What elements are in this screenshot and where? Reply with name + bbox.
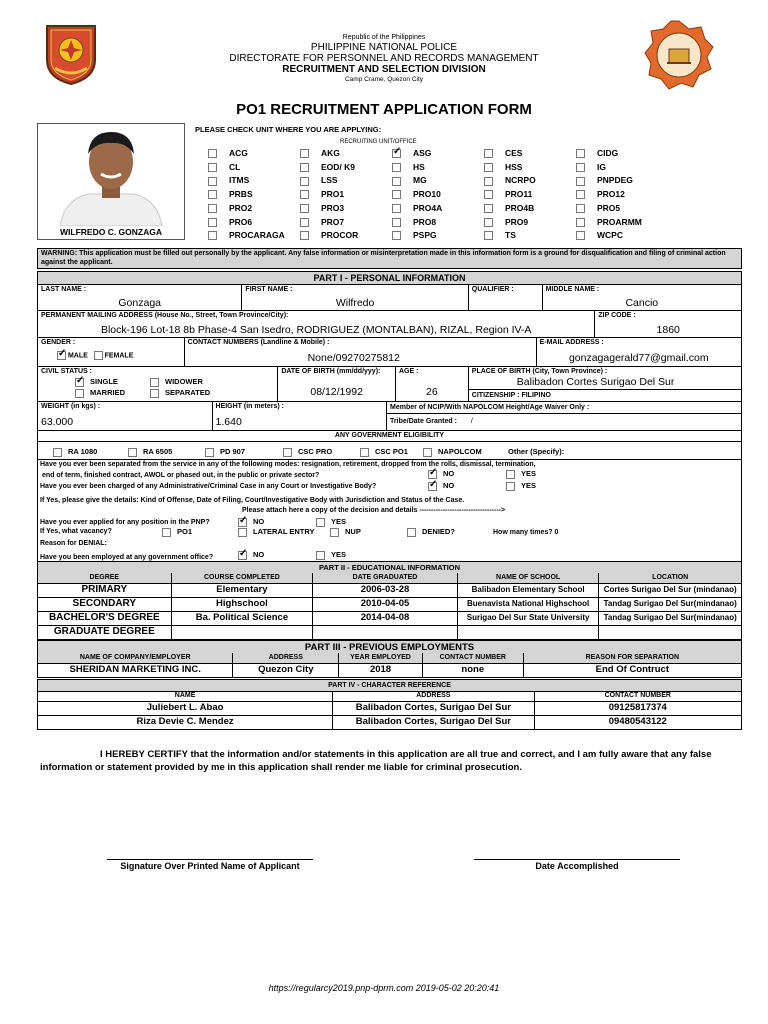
unit-checkbox[interactable] xyxy=(208,231,217,240)
unit-label: PRO8 xyxy=(413,216,437,227)
ra6505-checkbox[interactable] xyxy=(128,448,137,457)
education-cell: Tandag Surigao Del Sur(mindanao) xyxy=(603,613,737,622)
reference-cell: 09480543122 xyxy=(608,716,667,727)
education-cell: Tandag Surigao Del Sur(mindanao) xyxy=(603,599,737,608)
zip-value: 1860 xyxy=(656,324,680,336)
unit-option[interactable] xyxy=(300,175,338,185)
age-label: AGE : xyxy=(398,368,419,375)
date-label: Date Accomplished xyxy=(535,861,619,871)
photo-caption: WILFREDO C. GONZAGA xyxy=(60,227,162,237)
unit-checkbox[interactable] xyxy=(208,149,217,158)
unit-option[interactable] xyxy=(208,148,248,158)
education-cell: Buenavista National Highschool xyxy=(458,597,600,611)
citizenship-text: CITIZENSHIP : FILIPINO xyxy=(471,392,552,399)
tribe-value: / xyxy=(470,418,473,425)
unit-label: LSS xyxy=(321,175,338,186)
education-cell: Cortes Surigao Del Sur (mindanao) xyxy=(603,585,737,594)
q8-yes-label: YES xyxy=(331,550,347,559)
education-cell xyxy=(458,625,600,639)
unit-option[interactable] xyxy=(392,189,441,199)
education-cell xyxy=(172,625,314,639)
unit-option[interactable] xyxy=(392,230,437,240)
single-checkbox[interactable] xyxy=(75,378,84,387)
q5-yes-checkbox[interactable] xyxy=(316,518,325,527)
qualifier-label: QUALIFIER : xyxy=(471,286,514,293)
pd907-checkbox[interactable] xyxy=(205,448,214,457)
reference-row xyxy=(37,715,742,730)
q2-yes-label: YES xyxy=(521,481,537,490)
q1-yes-checkbox[interactable] xyxy=(506,470,515,479)
unit-option[interactable] xyxy=(300,189,344,199)
unit-label: WCPC xyxy=(597,230,623,241)
edu-col-degree: DEGREE xyxy=(38,573,172,583)
education-cell: 2006-03-28 xyxy=(313,583,458,597)
ncip-label: Member of NCIP/With NAPOLCOM Height/Age Waiver Only : xyxy=(387,401,741,414)
part3-title: PART III - PREVIOUS EMPLOYMENTS xyxy=(37,640,742,654)
times-value: 0 xyxy=(554,529,559,536)
unit-label: HSS xyxy=(505,161,523,172)
emp-contact: none xyxy=(423,663,524,677)
dprm-logo xyxy=(643,19,715,91)
email-value: gonzagagerald77@gmail.com xyxy=(568,352,709,364)
pob-label: PLACE OF BIRTH (City, Town Province) : xyxy=(471,368,608,375)
unit-checkbox[interactable] xyxy=(392,231,401,240)
unit-option[interactable] xyxy=(300,162,355,172)
unit-option[interactable] xyxy=(576,175,633,185)
female-checkbox[interactable] xyxy=(94,351,103,360)
unit-label: NCRPO xyxy=(505,175,536,186)
unit-option[interactable] xyxy=(208,189,253,199)
reference-row xyxy=(37,701,742,716)
zip-label: ZIP CODE : xyxy=(598,312,636,319)
unit-checkbox[interactable] xyxy=(300,163,309,172)
unit-option[interactable] xyxy=(576,230,623,240)
unit-label: IG xyxy=(597,161,606,172)
separated-label: SEPARATED xyxy=(165,388,211,397)
form-title: PO1 RECRUITMENT APPLICATION FORM xyxy=(236,101,532,118)
question-separated: Have you ever been separated from the service in any of the following modes: resignation, retirement, dropped from the rolls, dismissal, termination, xyxy=(40,461,536,468)
ra6505-label: RA 6505 xyxy=(143,447,173,456)
unit-option[interactable] xyxy=(300,148,340,158)
q1-no-label: NO xyxy=(443,469,455,478)
unit-checkbox[interactable] xyxy=(576,163,585,172)
unit-checkbox[interactable] xyxy=(392,163,401,172)
date-line xyxy=(474,859,680,860)
question-details: If Yes, please give the details: Kind of Offense, Date of Filing, Court/Investigative Body with Jurisdiction and Status of the Case. xyxy=(40,497,465,504)
unit-option[interactable] xyxy=(576,162,606,172)
unit-option[interactable] xyxy=(392,217,436,227)
unit-option[interactable] xyxy=(576,189,625,199)
unit-option[interactable] xyxy=(208,162,240,172)
middle-name-value: Cancio xyxy=(625,297,659,309)
footer-url: https://regularcy2019.pnp-dprm.com 2019-05-02 20:20:41 xyxy=(268,983,500,993)
unit-checkbox[interactable] xyxy=(392,190,401,199)
weight-value: 63.000 xyxy=(41,416,74,428)
emp-year: 2018 xyxy=(339,663,423,677)
ra1080-label: RA 1080 xyxy=(68,447,98,456)
unit-label: ITMS xyxy=(229,175,250,186)
q8-no-checkbox[interactable] xyxy=(238,551,247,560)
agency-address: Camp Crame, Quezon City xyxy=(344,76,424,83)
male-label: MALE xyxy=(67,352,88,360)
edu-col-school: NAME OF SCHOOL xyxy=(458,573,600,583)
pob-value: Balibadon Cortes Surigao Del Sur xyxy=(516,376,675,388)
reference-cell: Balibadon Cortes, Surigao Del Sur xyxy=(333,701,534,715)
unit-label: EOD/ K9 xyxy=(321,161,356,172)
unit-option[interactable] xyxy=(208,230,285,240)
question-attach: Please attach here a copy of the decision and details -----------------------------------> xyxy=(242,507,506,514)
unit-checkbox[interactable] xyxy=(392,218,401,227)
education-row xyxy=(37,583,742,598)
csc-pro-label: CSC PRO xyxy=(298,447,333,456)
unit-option[interactable] xyxy=(300,217,344,227)
employment-row xyxy=(37,663,742,678)
edu-col-course: COURSE COMPLETED xyxy=(172,573,314,583)
first-name-value: Wilfredo xyxy=(335,297,375,309)
unit-label: PRO2 xyxy=(229,202,253,213)
unit-checkbox[interactable] xyxy=(576,149,585,158)
question-govt-employed: Have you been employed at any government office? xyxy=(40,554,214,561)
gender-label: GENDER : xyxy=(41,339,76,346)
times-label: How many times? xyxy=(493,529,553,536)
applicant-photo xyxy=(37,123,185,240)
unit-checkbox[interactable] xyxy=(208,163,217,172)
emp-company: SHERIDAN MARKETING INC. xyxy=(38,663,233,677)
unit-grid xyxy=(208,148,668,244)
division-name: RECRUITMENT AND SELECTION DIVISION xyxy=(282,64,486,75)
unit-checkbox[interactable] xyxy=(300,149,309,158)
emp-reason: End Of Contruct xyxy=(595,664,669,675)
unit-label: PRBS xyxy=(229,189,253,200)
unit-instruction: PLEASE CHECK UNIT WHERE YOU ARE APPLYING: xyxy=(195,125,382,134)
civil-row xyxy=(37,366,742,402)
unit-option[interactable] xyxy=(392,148,431,158)
unit-option[interactable] xyxy=(208,175,249,185)
address-value: Block-196 Lot-18 8b Phase-4 San Isedro, RODRIGUEZ (MONTALBAN), RIZAL, Region IV-A xyxy=(100,324,532,336)
warning-box xyxy=(37,248,742,269)
ref-col-name: NAME xyxy=(38,691,333,701)
unit-label: HS xyxy=(413,161,425,172)
unit-label: PRO7 xyxy=(321,216,345,227)
unit-checkbox[interactable] xyxy=(484,204,493,213)
question-denial-reason: Reason for DENIAL: xyxy=(40,540,107,547)
lateral-entry-checkbox[interactable] xyxy=(238,528,247,537)
certification-text: I HEREBY CERTIFY that the information and/or statements in this application are all true and correct, and I am fully aware that any false information or statement provided by me in this application shall render me liable for criminal prosecution. xyxy=(40,749,712,773)
csc-pro-checkbox[interactable] xyxy=(283,448,292,457)
unit-option[interactable] xyxy=(484,189,532,199)
unit-option[interactable] xyxy=(576,217,642,227)
unit-label: PROCARAGA xyxy=(229,230,285,241)
education-cell xyxy=(313,625,458,639)
unit-checkbox[interactable] xyxy=(484,149,493,158)
education-cell: Balibadon Elementary School xyxy=(458,583,600,597)
unit-option[interactable] xyxy=(392,203,442,213)
education-cell: BACHELOR'S DEGREE xyxy=(38,611,172,625)
education-row xyxy=(37,597,742,612)
question-vacancy: If Yes, what vacancy? xyxy=(40,528,112,535)
unit-option[interactable] xyxy=(300,230,358,240)
unit-checkbox[interactable] xyxy=(484,231,493,240)
part4-title: PART IV - CHARACTER REFERENCE xyxy=(37,679,742,692)
widower-label: WIDOWER xyxy=(165,377,203,386)
single-label: SINGLE xyxy=(90,377,118,386)
unit-option[interactable] xyxy=(208,203,252,213)
reference-cell: Balibadon Cortes, Surigao Del Sur xyxy=(333,715,534,729)
q5-yes-label: YES xyxy=(331,517,347,526)
female-label: FEMALE xyxy=(104,352,134,360)
unit-label: PRO10 xyxy=(413,189,441,200)
unit-checkbox[interactable] xyxy=(300,218,309,227)
unit-checkbox[interactable] xyxy=(392,149,401,158)
question-separated-cont: end of term, finished contract, AWOL or phased out, in the public or private sector? xyxy=(42,472,320,479)
unit-label: PROARMM xyxy=(597,216,642,227)
address-label: PERMANENT MAILING ADDRESS (House No., Street, Town Province/City): xyxy=(41,312,289,319)
unit-checkbox[interactable] xyxy=(300,177,309,186)
unit-label: TS xyxy=(505,230,516,241)
unit-option[interactable] xyxy=(392,162,425,172)
reference-cell: Riza Devie C. Mendez xyxy=(38,715,333,729)
dprm-seal-icon xyxy=(643,19,715,91)
ref-col-contact: CONTACT NUMBER xyxy=(604,692,671,699)
q1-yes-label: YES xyxy=(521,469,537,478)
csc-po1-label: CSC PO1 xyxy=(375,447,408,456)
height-value: 1.640 xyxy=(215,416,242,428)
signature-line xyxy=(107,859,313,860)
lateral-entry-label: LATERAL ENTRY xyxy=(253,527,315,536)
education-cell: PRIMARY xyxy=(38,583,172,597)
unit-option[interactable] xyxy=(392,175,427,185)
unit-option[interactable] xyxy=(484,148,522,158)
republic-text: Republic of the Philippines xyxy=(342,34,426,41)
unit-subtitle: RECRUITING UNIT/OFFICE xyxy=(340,139,417,145)
education-row xyxy=(37,625,742,640)
csc-po1-checkbox[interactable] xyxy=(360,448,369,457)
edu-col-location: LOCATION xyxy=(652,574,689,581)
contact-value: None/09270275812 xyxy=(307,352,400,364)
q5-no-checkbox[interactable] xyxy=(238,518,247,527)
unit-label: PRO9 xyxy=(505,216,529,227)
unit-option[interactable] xyxy=(484,162,522,172)
q1-no-checkbox[interactable] xyxy=(428,470,437,479)
unit-checkbox[interactable] xyxy=(484,218,493,227)
emp-col-reason: REASON FOR SEPARATION xyxy=(585,654,680,661)
address-row xyxy=(37,310,742,338)
unit-label: PNPDEG xyxy=(597,175,633,186)
name-row xyxy=(37,284,742,311)
married-checkbox[interactable] xyxy=(75,389,84,398)
middle-name-label: MIDDLE NAME : xyxy=(545,286,600,293)
education-cell: Elementary xyxy=(172,583,314,597)
married-label: MARRIED xyxy=(90,388,125,397)
part2-title: PART II - EDUCATIONAL INFORMATION xyxy=(37,561,742,574)
unit-option[interactable] xyxy=(576,148,618,158)
tribe-label: Tribe/Date Granted : xyxy=(390,418,457,425)
unit-label: CIDG xyxy=(597,148,619,158)
unit-label: PRO4A xyxy=(413,202,443,213)
signature-label: Signature Over Printed Name of Applicant xyxy=(120,861,300,871)
agency-name: PHILIPPINE NATIONAL POLICE xyxy=(310,42,458,53)
unit-checkbox[interactable] xyxy=(208,218,217,227)
eligibility-title: ANY GOVERNMENT ELIGIBILITY xyxy=(37,430,742,442)
email-label: E-MAIL ADDRESS : xyxy=(539,339,604,346)
unit-label: MG xyxy=(413,175,427,186)
pnp-logo xyxy=(43,20,99,86)
first-name-label: FIRST NAME : xyxy=(245,286,293,293)
q2-yes-checkbox[interactable] xyxy=(506,482,515,491)
portrait-image xyxy=(38,124,184,226)
unit-option[interactable] xyxy=(484,217,528,227)
dob-label: DATE OF BIRTH (mm/dd/yyy): xyxy=(281,368,381,375)
unit-checkbox[interactable] xyxy=(208,190,217,199)
age-value: 26 xyxy=(426,386,438,398)
question-applied: Have you ever applied for any position in the PNP? xyxy=(40,519,210,526)
last-name-value: Gonzaga xyxy=(118,297,162,309)
reference-cell: 09125817374 xyxy=(608,702,667,713)
unit-option[interactable] xyxy=(208,217,252,227)
height-label: HEIGHT (in meters) : xyxy=(215,403,284,410)
emp-address: Quezon City xyxy=(233,663,339,677)
contact-label: CONTACT NUMBERS (Landline & Mobile) : xyxy=(187,339,330,346)
pnp-shield-icon xyxy=(43,20,99,86)
unit-checkbox[interactable] xyxy=(208,204,217,213)
unit-label: PRO3 xyxy=(321,202,345,213)
denied-checkbox[interactable] xyxy=(407,528,416,537)
unit-option[interactable] xyxy=(576,203,620,213)
unit-checkbox[interactable] xyxy=(300,190,309,199)
unit-checkbox[interactable] xyxy=(576,231,585,240)
education-cell: Ba. Political Science xyxy=(172,611,314,625)
unit-label: AKG xyxy=(321,148,340,158)
education-cell: SECONDARY xyxy=(38,597,172,611)
unit-checkbox[interactable] xyxy=(392,177,401,186)
civil-status-label: CIVIL STATUS : xyxy=(41,368,92,375)
warning-text: WARNING: This application must be filled out personally by the applicant. Any false information or misinterpretation made in this information form is a ground for disqualification and filing of criminal action against the applicant. xyxy=(41,250,726,266)
unit-label: PRO5 xyxy=(597,202,621,213)
weight-row xyxy=(37,401,742,431)
unit-option[interactable] xyxy=(300,203,344,213)
unit-checkbox[interactable] xyxy=(576,177,585,186)
unit-checkbox[interactable] xyxy=(300,204,309,213)
separated-checkbox[interactable] xyxy=(150,389,159,398)
pd907-label: PD 907 xyxy=(220,447,246,456)
unit-checkbox[interactable] xyxy=(484,177,493,186)
unit-label: PRO4B xyxy=(505,202,535,213)
q8-yes-checkbox[interactable] xyxy=(316,551,325,560)
q5-no-label: NO xyxy=(253,517,265,526)
edu-col-date: DATE GRADUATED xyxy=(313,573,458,583)
unit-label: ASG xyxy=(413,148,432,158)
education-cell: Highschool xyxy=(172,597,314,611)
unit-label: PSPG xyxy=(413,230,437,241)
unit-checkbox[interactable] xyxy=(392,204,401,213)
q8-no-label: NO xyxy=(253,550,265,559)
emp-col-company: NAME OF COMPANY/EMPLOYER xyxy=(38,653,233,663)
napolcom-checkbox[interactable] xyxy=(423,448,432,457)
emp-col-address: ADDRESS xyxy=(233,653,339,663)
education-cell: 2014-04-08 xyxy=(313,611,458,625)
unit-checkbox[interactable] xyxy=(484,190,493,199)
education-cell xyxy=(599,625,741,639)
widower-checkbox[interactable] xyxy=(150,378,159,387)
unit-checkbox[interactable] xyxy=(208,177,217,186)
nup-checkbox[interactable] xyxy=(330,528,339,537)
po1-label: PO1 xyxy=(177,527,193,536)
gender-row xyxy=(37,337,742,367)
question-charged: Have you ever been charged of any Administrative/Criminal Case in any Court or Investigative Body? xyxy=(40,483,377,490)
emp-col-year: YEAR EMPLOYED xyxy=(339,653,423,663)
ra1080-checkbox[interactable] xyxy=(53,448,62,457)
unit-checkbox[interactable] xyxy=(484,163,493,172)
unit-label: CL xyxy=(229,161,241,172)
education-cell: 2010-04-05 xyxy=(313,597,458,611)
unit-label: PRO6 xyxy=(229,216,253,227)
unit-label: ACG xyxy=(229,148,248,158)
education-cell: Surigao Del Sur State University xyxy=(458,611,600,625)
dob-value: 08/12/1992 xyxy=(310,386,363,398)
unit-label: PRO11 xyxy=(505,189,533,200)
unit-label: PROCOR xyxy=(321,230,359,241)
unit-option[interactable] xyxy=(484,203,534,213)
napolcom-label: NAPOLCOM xyxy=(438,447,482,456)
unit-checkbox[interactable] xyxy=(576,218,585,227)
unit-label: CES xyxy=(505,148,523,158)
nup-label: NUP xyxy=(345,527,361,536)
male-checkbox[interactable] xyxy=(57,351,66,360)
unit-label: PRO1 xyxy=(321,189,345,200)
po1-checkbox[interactable] xyxy=(162,528,171,537)
unit-checkbox[interactable] xyxy=(576,190,585,199)
q2-no-label: NO xyxy=(443,481,455,490)
last-name-label: LAST NAME : xyxy=(41,286,87,293)
weight-label: WEIGHT (in kgs) : xyxy=(41,403,101,410)
q2-no-checkbox[interactable] xyxy=(428,482,437,491)
education-row xyxy=(37,611,742,626)
directorate-name: DIRECTORATE FOR PERSONNEL AND RECORDS MANAGEMENT xyxy=(229,53,539,64)
unit-checkbox[interactable] xyxy=(300,231,309,240)
part1-title: PART I - PERSONAL INFORMATION xyxy=(37,271,742,285)
emp-col-contact: CONTACT NUMBER xyxy=(423,653,524,663)
eligibility-other-label: Other (Specify): xyxy=(508,447,565,456)
unit-option[interactable] xyxy=(484,230,516,240)
denied-label: DENIED? xyxy=(422,527,455,536)
unit-label: PRO12 xyxy=(597,189,625,200)
unit-checkbox[interactable] xyxy=(576,204,585,213)
reference-cell: Juliebert L. Abao xyxy=(38,701,333,715)
ref-col-address: ADDRESS xyxy=(333,691,534,701)
education-cell: GRADUATE DEGREE xyxy=(38,625,172,639)
unit-option[interactable] xyxy=(484,175,536,185)
